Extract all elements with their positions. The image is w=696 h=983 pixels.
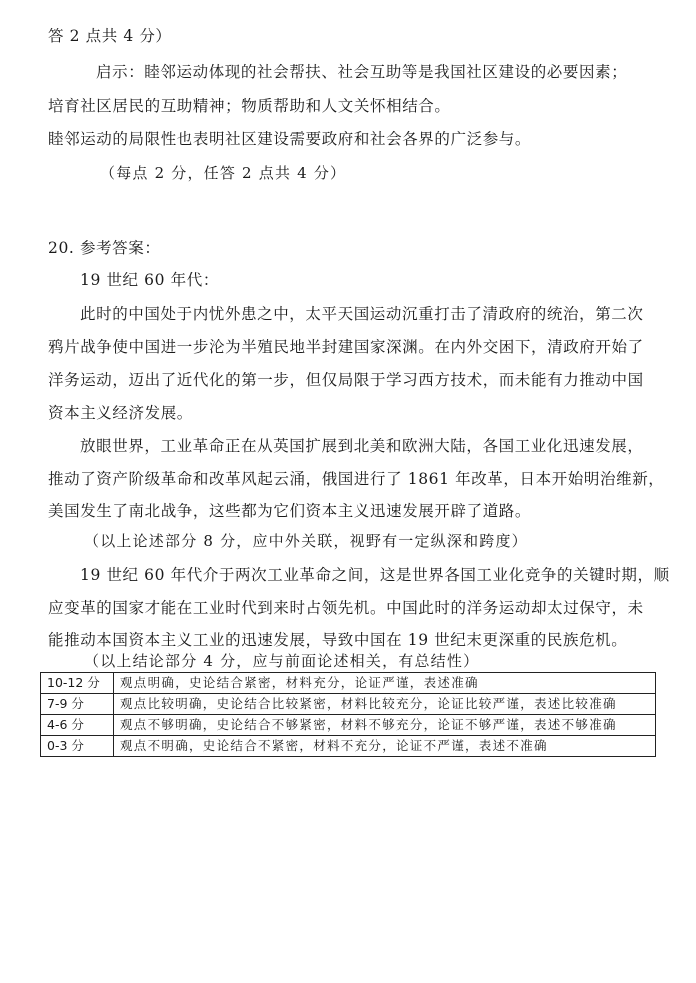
paragraph-line: 应变革的国家才能在工业时代到来时占领先机。中国此时的洋务运动却太过保守，未	[48, 599, 644, 617]
rubric-score: 10-12 分	[41, 673, 114, 694]
paragraph-line: 能推动本国资本主义工业的迅速发展，导致中国在 19 世纪末更深重的民族危机。	[48, 631, 628, 649]
question-heading: 20. 参考答案：	[48, 239, 161, 257]
rubric-row	[41, 673, 656, 694]
rubric-table	[40, 672, 656, 757]
rubric-desc: 观点比较明确，史论结合比较紧密，材料比较充分，论证比较严谨，表述比较准确	[114, 694, 656, 715]
scoring-note: （以上论述部分 8 分，应中外关联，视野有一定纵深和跨度）	[84, 532, 528, 550]
rubric-row	[41, 694, 656, 715]
paragraph-line: 洋务运动，迈出了近代化的第一步，但仅局限于学习西方技术，而未能有力推动中国	[48, 371, 644, 389]
paragraph-line: 19 世纪 60 年代介于两次工业革命之间，这是世界各国工业化竞争的关键时期，顺	[80, 566, 670, 584]
paragraph-line: 此时的中国处于内忧外患之中，太平天国运动沉重打击了清政府的统治，第二次	[80, 305, 644, 323]
rubric-desc: 观点明确，史论结合紧密，材料充分，论证严谨，表述准确	[114, 673, 656, 694]
paragraph-line: 美国发生了南北战争，这些都为它们资本主义迅速发展开辟了道路。	[48, 502, 532, 520]
paragraph-line: 资本主义经济发展。	[48, 404, 193, 422]
paragraph-line: 放眼世界，工业革命正在从英国扩展到北美和欧洲大陆，各国工业化迅速发展，	[80, 437, 644, 455]
era-label: 19 世纪 60 年代：	[80, 271, 219, 289]
rubric-score: 0-3 分	[41, 736, 114, 757]
rubric-score: 4-6 分	[41, 715, 114, 736]
paragraph-line: 鸦片战争使中国进一步沦为半殖民地半封建国家深渊。在内外交困下，清政府开始了	[48, 338, 644, 356]
rubric-desc: 观点不够明确，史论结合不够紧密，材料不够充分，论证不够严谨，表述不够准确	[114, 715, 656, 736]
prev-answer-tail: 答 2 点共 4 分）	[48, 27, 172, 45]
insight-line: 睦邻运动的局限性也表明社区建设需要政府和社会各界的广泛参与。	[48, 130, 532, 148]
scoring-note: （以上结论部分 4 分，应与前面论述相关，有总结性）	[84, 652, 480, 670]
paragraph-line: 推动了资产阶级革命和改革风起云涌，俄国进行了 1861 年改革，日本开始明治维新，	[48, 470, 665, 488]
rubric-row	[41, 736, 656, 757]
insight-line: 启示：睦邻运动体现的社会帮扶、社会互助等是我国社区建设的必要因素；	[96, 63, 628, 81]
scoring-note: （每点 2 分，任答 2 点共 4 分）	[100, 164, 347, 182]
insight-line: 培育社区居民的互助精神；物质帮助和人文关怀相结合。	[48, 97, 451, 115]
rubric-score: 7-9 分	[41, 694, 114, 715]
rubric-row	[41, 715, 656, 736]
rubric-desc: 观点不明确，史论结合不紧密，材料不充分，论证不严谨，表述不准确	[114, 736, 656, 757]
